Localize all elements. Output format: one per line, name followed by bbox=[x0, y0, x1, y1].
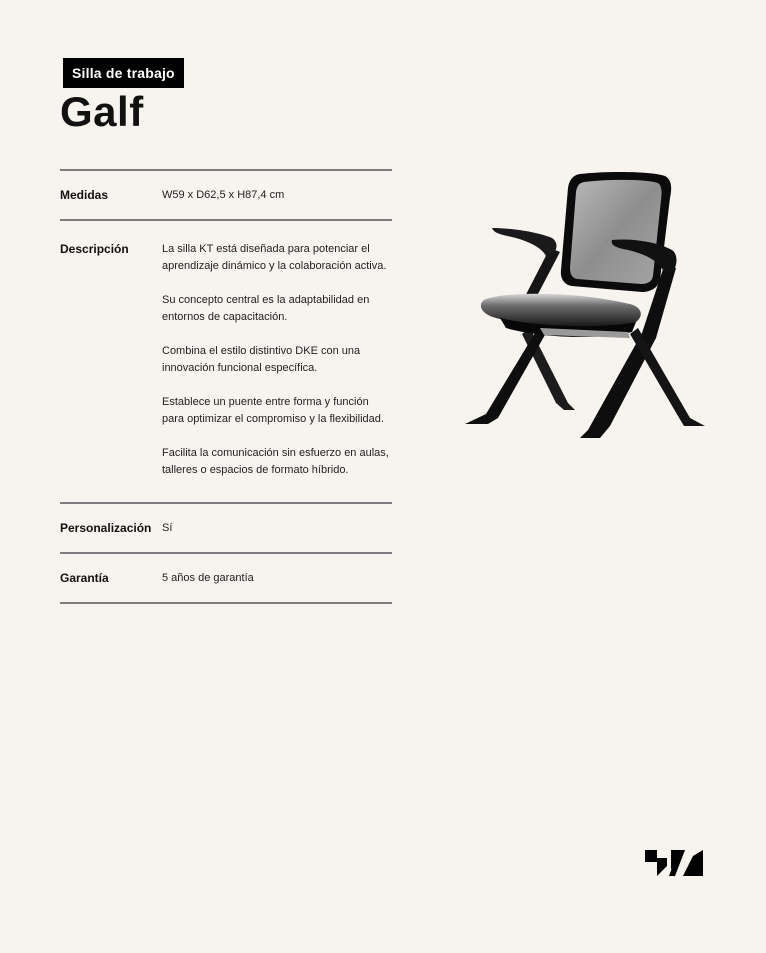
spec-label-description: Descripción bbox=[60, 242, 129, 256]
spec-row-description bbox=[60, 221, 392, 504]
chair-icon bbox=[460, 168, 710, 450]
spec-row-warranty bbox=[60, 554, 392, 604]
description-paragraph: Su concepto central es la adaptabilidad en entornos de capacitación. bbox=[162, 294, 370, 323]
description-paragraph: Combina el estilo distintivo DKE con una innovación funcional específica. bbox=[162, 345, 361, 374]
brand-logo-icon bbox=[645, 850, 703, 876]
description-paragraph: La silla KT está diseñada para potenciar el aprendizaje dinámico y la colaboración activa. bbox=[162, 243, 387, 272]
spec-value-customization: Sí bbox=[162, 521, 173, 534]
spec-label-customization: Personalización bbox=[60, 521, 152, 535]
spec-label-measures: Medidas bbox=[60, 188, 109, 202]
spec-row-measures bbox=[60, 171, 392, 221]
spec-value-warranty: 5 años de garantía bbox=[162, 571, 254, 584]
specs-table bbox=[60, 169, 392, 604]
category-badge: Silla de trabajo bbox=[63, 58, 184, 88]
description-paragraph: Facilita la comunicación sin esfuerzo en aulas, talleres o espacios de formato híbrido. bbox=[162, 447, 389, 476]
description-paragraph: Establece un puente entre forma y función para optimizar el compromiso y la flexibilidad. bbox=[162, 396, 384, 425]
spec-row-customization bbox=[60, 504, 392, 554]
product-title: Galf bbox=[60, 88, 144, 135]
spec-value-measures: W59 x D62,5 x H87,4 cm bbox=[162, 188, 285, 201]
spec-value-description bbox=[162, 241, 392, 479]
spec-label-warranty: Garantía bbox=[60, 571, 109, 585]
